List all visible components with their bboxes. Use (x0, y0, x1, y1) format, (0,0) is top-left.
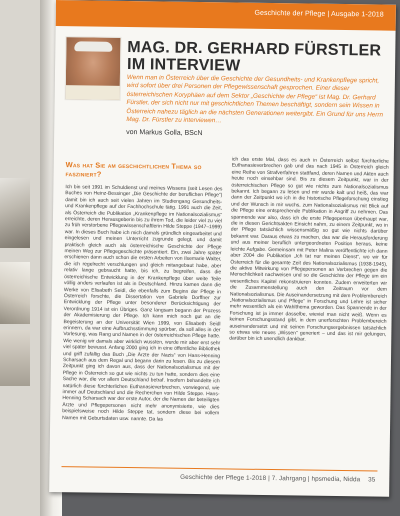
article-author: von Markus Golla, BScN (126, 128, 203, 138)
body-column-right: ich das erste Mal, dass es auch in Österreich selbst fürchterliche Euthanasieverbrechen gab und das nach 1945 in Österreich gleich eine Reihe von Strafverfahren stattfand, deren Namen und Akten auch heute noch einsehbar sind. Bis zu diesem Zeitpunkt, war in der österreichischen Pflege so gut wie nichts zum Nationalsozialismus bekannt. Ich begann zu lesen und mir wurde kalt und heiß, das war dann der Zeitpunkt wo ich in die historische Pflegeforschung einstieg und der Wunsch in mir wuchs, zum Nationalsozialismus mit Blick auf die Pflege eine entsprechende Publikation in Angriff zu nehmen. Das spannende war also, dass ich die erste Pflegeperson überhaupt war, die in diesen Gerichtsakten Einsicht nahm, zu einem Zeitpunkt, wo in der Pflege tatsächlich wissensmäßig so gut wie nichts darüber bekannt war. Daraus etwas zu machen, das war die Herausforderung und aus meiner beruflich untergeordneten Position heraus, keine leichte Aufgabe. Gemeinsam mit Peter Malina veröffentlichte ich dann aber 2004 die Publikation „Ich tat nur meinen Dienst“, wo wir für Österreich für die gesamte Zeit des Nationalsozialismus (1938-1945), die aktive Mitwirkung von Pflegepersonen an Verbrechen gegen die Menschlichkeit nachweisen und so die Geschichte der Pflege um ein wesentliches Kapitel rekonstruieren konnten. Zudem erweiterten wir die Zusammenstellung auch den Zeitraum vor dem Nationalsozialismus. Die Auseinandersetzung mit dem Problembereich „Nationalsozialismus und Pflege“ in Forschung und Lehre ist sicher mehr wesentlich als ein Wahlthema geworden. Das Spannende in der Forschung ist ja immer dasselbe, wieviel man nicht weiß. Wenn es keinen Forschungsstand gibt, in dem unerforschten Problembereich auseinandersetzt und mit seinen Forschungsergebnissen tatsächlich so etwas wie neues „Wissen“ generiert – und das ist mir gelungen, darüber bin ich unendlich dankbar. (229, 156, 389, 343)
facing-page-photo (0, 262, 30, 324)
interview-question: Was hat Sie am geschichtlichen Thema so fasziniert? (65, 160, 202, 180)
footer-text: Geschichte der Pflege 1-2018 | 7. Jahrgang | hpsmedia, Nidda (180, 473, 361, 484)
facing-page-photo (0, 178, 30, 248)
footer-rule (61, 466, 377, 471)
author-portrait (65, 36, 122, 101)
title-line: MAG. DR. GERHARD FÜRSTLER (127, 39, 382, 60)
facing-page-photo (0, 330, 30, 386)
article-intro: Wenn man in Österreich über die Geschichte der Gesundheits- und Krankenpflege spricht, wird sofort über drei Personen der Pflegewissenschaft gesprochen. Einer dieser österreichischen Koryphäen auf dem Sektor „Geschichte der Pflege“ ist Mag. Dr. Gerhard Fürstler, der sich nicht nur mit geschichtlichen Themen beschäftigt, sondern sein Wissen in Österreich nahezu täglich an die nächsten Generationen weitergibt. Ein Grund für uns Herrn Mag. Dr. Fürstler zu interviewen… (126, 73, 384, 125)
header-bar (56, 0, 396, 31)
title-line: IM INTERVIEW (126, 55, 241, 75)
portrait-hair (74, 41, 112, 52)
body-column-left: Ich bin seit 1991 im Schuldienst und meines Wissens (seit Lesen des Buches von Heinz-Bessinger „Die Geschichte der beruflichen Pflege“) damit bin ich auch seit vielen Jahren im Studiengang Gesundheits- und Krankenpflege auf der Fachhochschule tätig. 1991 auch die Zeit, als Österreich die Publikation „Krankenpflege im Nationalsozialismus“ erreichte, deren Herausgeberin bis zu ihrem Tod, die leider viel zu viel zu früh verstorbene Pflegewissenschaftlerin Hilde Steppe (1947–1999) war. In dieses Buch habe ich mich damals gründlich eingearbeitet und eingelesen und meinen Unterricht zugrunde gelegt, und damit praktisch gleich auch als österreichische Geschichte der Pflege meinen Weg zur Pflegegeschichte präsentiert. Ein, zwei Jahre später erschienen dann auch schon die ersten Arbeiten von Ilsemarie Walter, die ich regelrecht verschlungen und gleich mitangebaut habe, aber relativ lange gebraucht hatte, bis ich, zu begreifen, dass die österreichische Entwicklung in der Krankenpflege über weite Teile völlig anders verlaufen ist als in Deutschland. Hinzu kamen dann die Werke von Elisabeth Seidl, die ebenfalls zum Beginn der Pflege in Österreich forschte, die Dissertation von Gabriele Dorffner zur Entwicklung der Pflege unter besonderer Berücksichtigung der Verordnung 1914 ist ein Übriges. Ganz langsam begann der Prozess der Akademisierung der Pflege. Ich kann mich noch gut an die Begeisterung an der Universität Wien 1999, von Elisabeth Seidl erinnern, da war eine Aufbruchsstimmung spürbar, da soll alles in der Vorlesung, was Rang und Namen in der österreichischen Pflege hatte. Wie wenig wir damals aber wirklich wussten, wurde mir aber erst sehr viel später bewusst. Anfang 2000 ging ich in eine öffentliche Bibliothek und griff zufällig das Buch „Die Ärzte der Nazis“ von Hans-Henning Scharsach aus dem Regal und begann darin zu lesen. Bis zu diesem Zeitpunkt ging ich davon aus, dass der Nationalsozialismus mit der Pflege in Österreich so gut wie nichts zu tun hatte, sondern dies eine Sache war, die vor allem Deutschland betraf. Insofern behandelte ich natürlich diese fürchterlichen Euthanasieverbrechen, vorwiegend, wie immer auf Deutschland und die Recherchen von Hilde Steppe. Hans-Henning Scharsach war der erste Autor, der die Namen der beteiligten Ärzte und Pflegepersonen nicht mehr anonymisierte, wie dies beispielsweise noch Hilde Steppe tat, sondern diese bei vollem Namen mit Geburtsdaten usw. nannte. Da las (62, 184, 223, 423)
page-footer (180, 474, 375, 484)
article-title (127, 39, 387, 77)
portrait-shirt (66, 85, 120, 100)
magazine-page (49, 0, 396, 497)
page-number: 35 (368, 476, 376, 484)
facing-page (0, 0, 44, 516)
running-title: Geschichte der Pflege | Ausgabe 1-2018 (254, 9, 384, 19)
